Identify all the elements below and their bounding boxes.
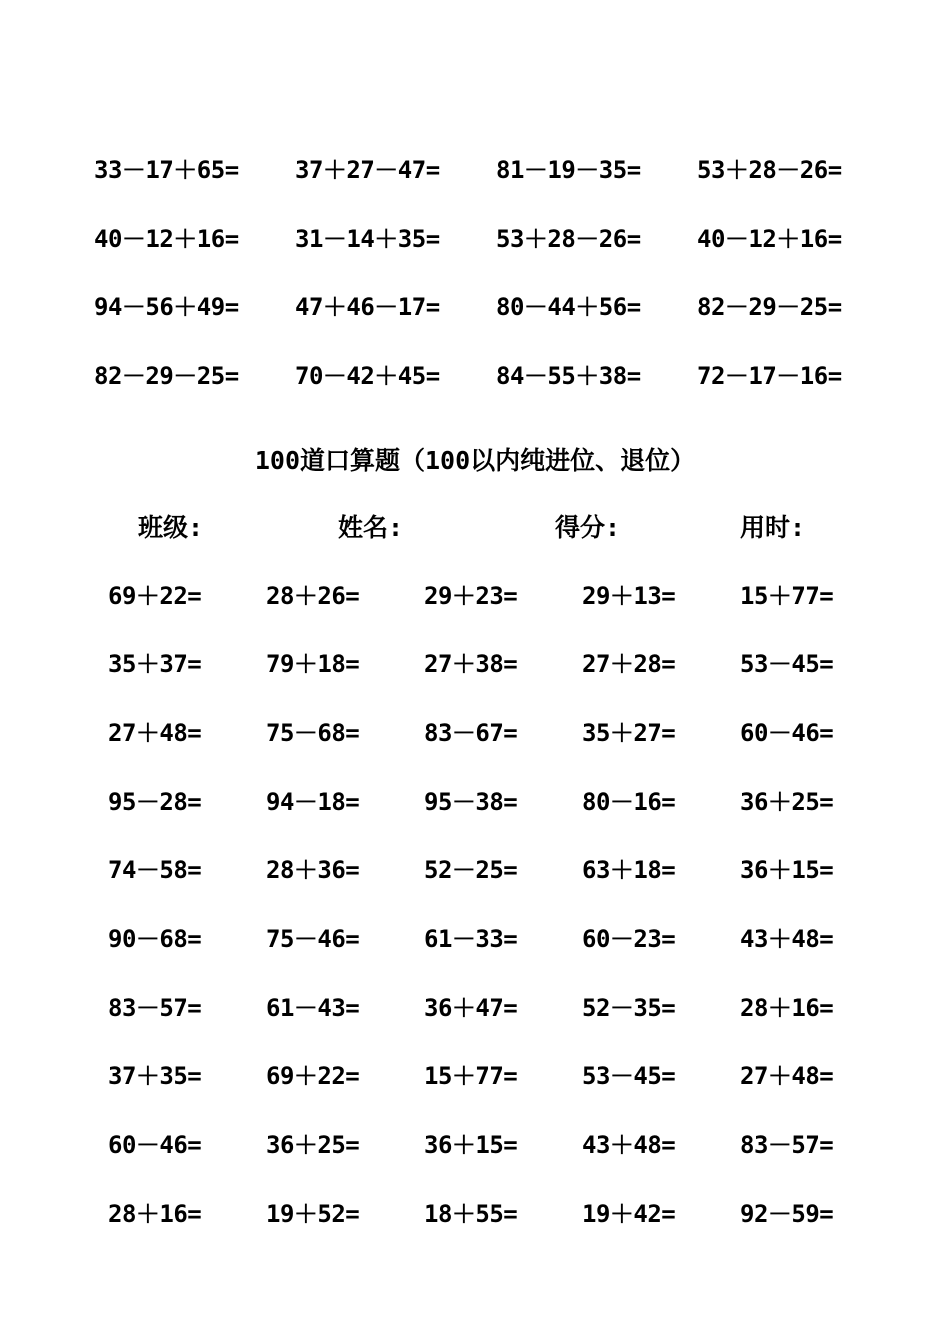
problem-item: 27＋48= — [740, 1062, 834, 1090]
problem-item: 75－46= — [266, 925, 360, 953]
problem-item: 69＋22= — [266, 1062, 360, 1090]
problem-item: 33－17＋65= — [94, 156, 239, 184]
problem-item: 27＋48= — [108, 719, 202, 747]
problem-item: 53－45= — [582, 1062, 676, 1090]
problem-item: 82－29－25= — [697, 293, 842, 321]
problem-item: 81－19－35= — [496, 156, 641, 184]
name-label: 姓名: — [338, 513, 404, 542]
problem-item: 36＋15= — [424, 1131, 518, 1159]
top-problem-row — [0, 219, 950, 259]
problem-item: 43＋48= — [582, 1131, 676, 1159]
problem-item: 28＋16= — [740, 994, 834, 1022]
top-problem-row — [0, 287, 950, 327]
problem-item: 36＋15= — [740, 856, 834, 884]
problem-item: 95－28= — [108, 788, 202, 816]
problem-row — [0, 713, 950, 753]
problem-item: 70－42＋45= — [295, 362, 440, 390]
problem-item: 60－46= — [108, 1131, 202, 1159]
problem-item: 60－23= — [582, 925, 676, 953]
problem-row — [0, 782, 950, 822]
problem-item: 83－57= — [108, 994, 202, 1022]
problem-row — [0, 644, 950, 684]
problem-item: 37＋35= — [108, 1062, 202, 1090]
problem-row — [0, 988, 950, 1028]
problem-item: 83－57= — [740, 1131, 834, 1159]
problem-item: 43＋48= — [740, 925, 834, 953]
problem-item: 15＋77= — [740, 582, 834, 610]
problem-item: 27＋28= — [582, 650, 676, 678]
problem-item: 94－18= — [266, 788, 360, 816]
problem-item: 36＋25= — [740, 788, 834, 816]
problem-item: 80－44＋56= — [496, 293, 641, 321]
problem-item: 95－38= — [424, 788, 518, 816]
problem-item: 28＋16= — [108, 1200, 202, 1228]
problem-item: 80－16= — [582, 788, 676, 816]
problem-item: 94－56＋49= — [94, 293, 239, 321]
problem-item: 53＋28－26= — [496, 225, 641, 253]
problem-item: 92－59= — [740, 1200, 834, 1228]
problem-item: 28＋26= — [266, 582, 360, 610]
problem-item: 19＋42= — [582, 1200, 676, 1228]
problem-item: 53－45= — [740, 650, 834, 678]
problem-item: 90－68= — [108, 925, 202, 953]
problem-row — [0, 1194, 950, 1234]
problem-item: 83－67= — [424, 719, 518, 747]
problem-item: 53＋28－26= — [697, 156, 842, 184]
problem-item: 60－46= — [740, 719, 834, 747]
problem-item: 31－14＋35= — [295, 225, 440, 253]
problem-item: 29＋13= — [582, 582, 676, 610]
problem-item: 15＋77= — [424, 1062, 518, 1090]
problem-item: 79＋18= — [266, 650, 360, 678]
problem-item: 75－68= — [266, 719, 360, 747]
problem-item: 29＋23= — [424, 582, 518, 610]
problem-item: 52－25= — [424, 856, 518, 884]
score-label: 得分: — [555, 513, 621, 542]
problem-item: 19＋52= — [266, 1200, 360, 1228]
problem-row — [0, 576, 950, 616]
class-label: 班级: — [138, 513, 204, 542]
problem-row — [0, 919, 950, 959]
problem-item: 61－33= — [424, 925, 518, 953]
problem-row — [0, 850, 950, 890]
problem-item: 63＋18= — [582, 856, 676, 884]
problem-item: 82－29－25= — [94, 362, 239, 390]
problem-item: 35＋27= — [582, 719, 676, 747]
problem-item: 61－43= — [266, 994, 360, 1022]
problem-item: 18＋55= — [424, 1200, 518, 1228]
top-problem-row — [0, 150, 950, 190]
problem-item: 74－58= — [108, 856, 202, 884]
problem-item: 35＋37= — [108, 650, 202, 678]
time-label: 用时: — [740, 513, 806, 542]
problem-item: 36＋25= — [266, 1131, 360, 1159]
worksheet-title: 100道口算题（100以内纯进位、退位） — [254, 446, 696, 475]
problem-row — [0, 1125, 950, 1165]
problem-item: 36＋47= — [424, 994, 518, 1022]
problem-item: 40－12＋16= — [94, 225, 239, 253]
problem-item: 27＋38= — [424, 650, 518, 678]
top-problem-row — [0, 356, 950, 396]
problem-item: 84－55＋38= — [496, 362, 641, 390]
problem-item: 37＋27－47= — [295, 156, 440, 184]
problem-item: 52－35= — [582, 994, 676, 1022]
problem-item: 40－12＋16= — [697, 225, 842, 253]
problem-item: 72－17－16= — [697, 362, 842, 390]
problem-item: 69＋22= — [108, 582, 202, 610]
problem-item: 28＋36= — [266, 856, 360, 884]
problem-row — [0, 1056, 950, 1096]
problem-item: 47＋46－17= — [295, 293, 440, 321]
